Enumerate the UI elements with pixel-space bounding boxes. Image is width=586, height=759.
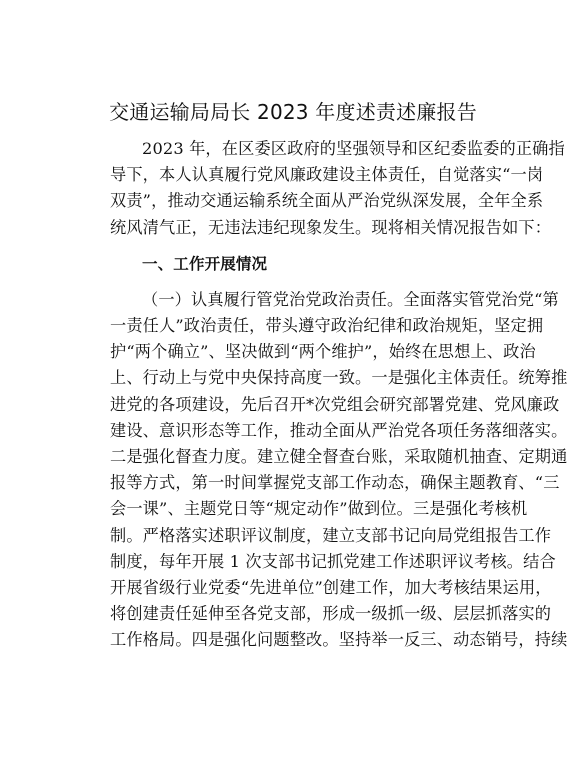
body-line-4: 上、行动上与党中央保持高度一致。一是强化主体责任。统筹推: [110, 368, 568, 388]
intro-line-4: 统风清气正，无违法违纪现象发生。现将相关情况报告如下：: [110, 217, 552, 237]
body-line-11: 制度，每年开展 1 次支部书记抓党建工作述职评议考核。结合: [110, 551, 556, 571]
body-line-8: 报等方式，第一时间掌握党支部工作动态，确保主题教育、“三: [110, 473, 560, 493]
body-line-13: 将创建责任延伸至各党支部，形成一级抓一级、层层抓落实的: [110, 604, 552, 624]
document-title: 交通运输局局长 2023 年度述责述廉报告: [109, 100, 477, 124]
body-line-6: 建设、意识形态等工作，推动全面从严治党各项任务落细落实。: [110, 420, 568, 440]
body-line-12: 开展省级行业党委“先进单位”创建工作，加大考核结果运用，: [110, 578, 552, 598]
body-line-7: 二是强化督查力度。建立健全督查台账，采取随机抽查、定期通: [110, 447, 568, 467]
body-line-10: 制。严格落实述职评议制度，建立支部书记向局党组报告工作: [110, 525, 552, 545]
body-line-1: （一）认真履行管党治党政治责任。全面落实管党治党“第: [142, 289, 559, 309]
intro-line-2: 导下，本人认真履行党风廉政建设主体责任，自觉落实“一岗: [110, 165, 544, 185]
section-heading: 一、工作开展情况: [142, 254, 268, 273]
intro-line-1: 2023 年，在区委区政府的坚强领导和区纪委监委的正确指: [142, 139, 565, 158]
body-line-5: 进党的各项建设，先后召开*次党组会研究部署党建、党风廉政: [110, 394, 560, 414]
body-line-3: 护“两个确立”、坚决做到“两个维护”，始终在思想上、政治: [110, 342, 536, 362]
body-line-9: 会一课”、主题党日等“规定动作”做到位。三是强化考核机: [110, 499, 528, 519]
body-line-2: 一责任人”政治责任，带头遵守政治纪律和政治规矩，坚定拥: [110, 316, 544, 336]
intro-line-3: 双责”，推动交通运输系统全面从严治党纵深发展，全年全系: [110, 191, 544, 211]
body-line-14: 工作格局。四是强化问题整改。坚持举一反三、动态销号，持续: [110, 630, 568, 650]
